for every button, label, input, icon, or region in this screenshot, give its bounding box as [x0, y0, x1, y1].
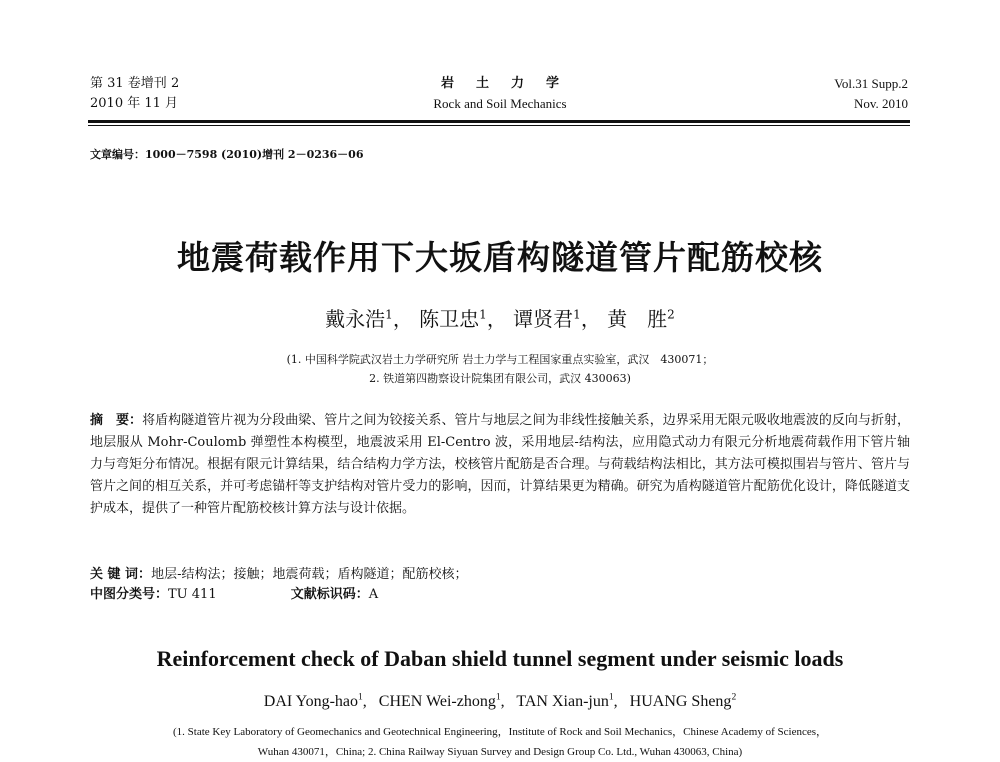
document-code-label: 文献标识码：	[290, 587, 369, 602]
affiliation-en-2: Wuhan 430071，China; 2. China Railway Siyuan Survey and Design Group Co. Ltd., Wuhan 430063, China)	[257, 746, 743, 758]
affiliations-cn	[150, 350, 850, 388]
authors-cn: 戴永浩$^1$， 陈卫忠$^1$， 谭贤君$^1$， 黄 胜$^2$	[325, 307, 675, 331]
article-number-label: 文章编号：	[90, 148, 145, 161]
classification-label: 中图分类号：	[90, 587, 169, 602]
keywords	[90, 564, 910, 586]
header-rule-thin	[88, 125, 910, 126]
header-rule-thick	[88, 120, 910, 123]
keywords-text: 地层-结构法；接触；地震荷载；盾构隧道；配筋校核；	[151, 567, 468, 582]
journal-issue-en	[834, 74, 908, 114]
author-cn: 谭贤君$^1$	[513, 307, 581, 331]
journal-name	[340, 74, 660, 114]
keywords-label: 关 键 词：	[90, 567, 152, 582]
journal-name-en: Rock and Soil Mechanics	[433, 96, 567, 111]
classification	[90, 584, 378, 606]
affiliation-cn-2: 2. 铁道第四勘察设计院集团有限公司，武汉 430063)	[369, 372, 631, 385]
affiliation-en-1: (1. State Key Laboratory of Geomechanics and Geotechnical Engineering，Institute of Rock and Soil Mechanics，Chinese Academy of Sciences，	[173, 726, 827, 738]
title-cn: 地震荷载作用下大坂盾构隧道管片配筋校核	[177, 238, 823, 277]
volume-cn: 第 31 卷增刊 2	[90, 76, 180, 91]
abstract	[90, 410, 910, 520]
title-en: Reinforcement check of Daban shield tunnel segment under seismic loads	[156, 646, 844, 671]
article-number-value: 1000－7598 (2010)增刊 2－0236－06	[145, 148, 364, 161]
date-en: Nov. 2010	[853, 96, 908, 111]
document-code-value: A	[368, 587, 379, 602]
date-cn: 2010 年 11 月	[90, 96, 179, 111]
author-cn: 陈卫忠$^1$	[419, 307, 487, 331]
classification-value: TU 411	[168, 587, 217, 602]
author-en: CHEN Wei-zhong$^1$	[378, 691, 501, 710]
author-en: HUANG Sheng$^2$	[629, 691, 737, 710]
affiliations-en	[60, 722, 940, 762]
authors-en: DAI Yong-hao$^1$, CHEN Wei-zhong$^1$, TAN Xian-jun$^1$, HUANG Sheng$^2$	[263, 691, 737, 710]
article-number	[90, 146, 364, 162]
journal-issue-cn	[90, 74, 179, 114]
author-cn: 戴永浩$^1$	[325, 307, 393, 331]
volume-en: Vol.31 Supp.2	[834, 76, 908, 91]
author-cn: 黄 胜$^2$	[607, 307, 675, 331]
abstract-label: 摘 要：	[90, 413, 143, 428]
affiliation-cn-1: (1. 中国科学院武汉岩土力学研究所 岩土力学与工程国家重点实验室，武汉 430071；	[286, 353, 714, 366]
author-en: DAI Yong-hao$^1$	[263, 691, 363, 710]
author-en: TAN Xian-jun$^1$	[516, 691, 614, 710]
journal-name-cn: 岩土力学	[440, 76, 581, 91]
abstract-text: 将盾构隧道管片视为分段曲梁、管片之间为铰接关系、管片与地层之间为非线性接触关系，边界采用无限元吸收地震波的反向与折射，地层服从 Mohr-Coulomb 弹塑性本构模型，地震波采用 El-Centro 波，采用地层-结构法，应用隐式动力有限元分析地震荷载作用下管片轴力与弯矩分布情况。根据有限元计算结果，结合结构力学方法，校核管片配筋是否合理。与荷载结构法相比，其方法可模拟围岩与管片、管片与管片之间的相互关系，并可考虑锚杆等支护结构对管片受力的影响，因而，计算结果更为精确。研究为盾构隧道管片配筋优化设计，降低隧道支护成本，提供了一种管片配筋校核计算方法与设计依据。	[90, 413, 910, 516]
